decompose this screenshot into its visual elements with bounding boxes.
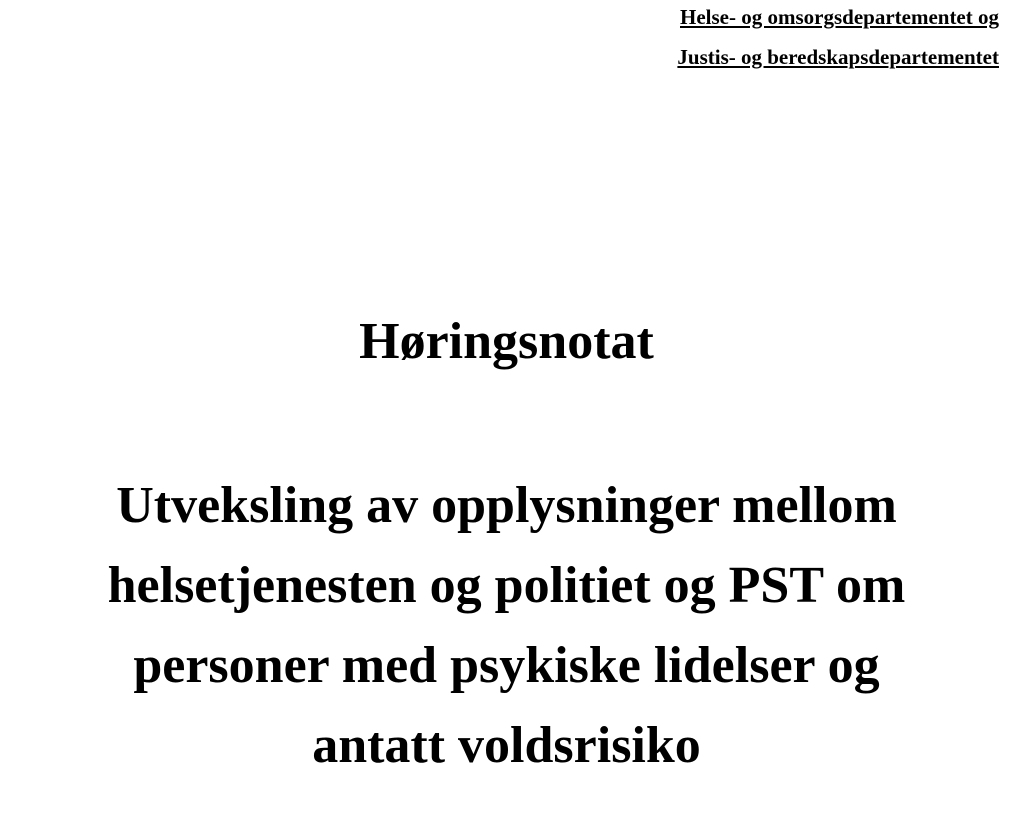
title-line-2: helsetjenesten og politiet og PST om xyxy=(107,557,906,614)
title-line-4: antatt voldsrisiko xyxy=(312,717,701,774)
department-line-2: Justis- og beredskapsdepartementet xyxy=(677,45,999,69)
title-line-3: personer med psykiske lidelser og xyxy=(133,637,880,694)
document-title xyxy=(0,466,1013,786)
document-type-heading: Høringsnotat xyxy=(359,313,654,370)
department-line-1: Helse- og omsorgsdepartementet og xyxy=(680,5,999,29)
title-line-1: Utveksling av opplysninger mellom xyxy=(116,477,897,534)
department-header xyxy=(677,0,999,77)
